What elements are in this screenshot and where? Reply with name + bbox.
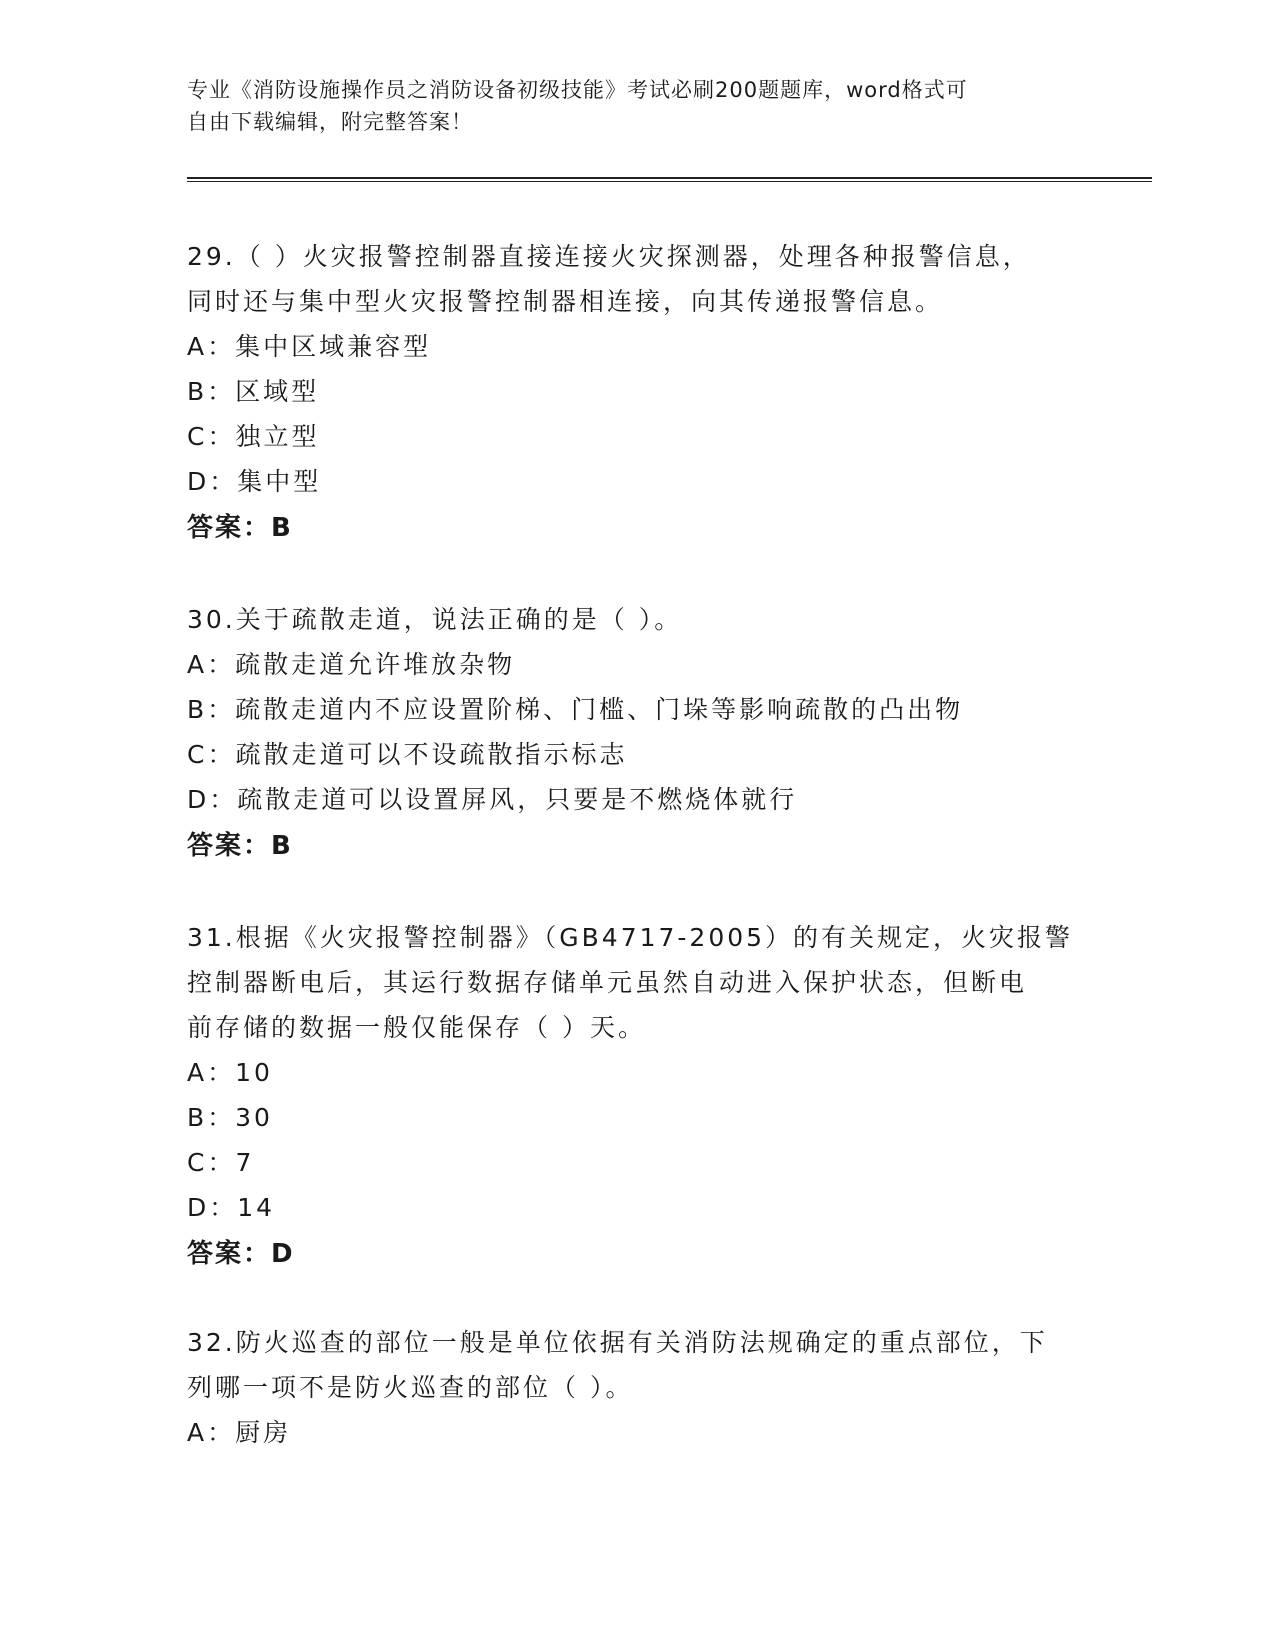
question-line: 控制器断电后，其运行数据存储单元虽然自动进入保护状态，但断电 xyxy=(187,968,1028,997)
question-31 xyxy=(187,915,1087,1278)
answer: 答案：D xyxy=(187,1239,295,1269)
option-b: B：疏散走道内不应设置阶梯、门槛、门垛等影响疏散的凸出物 xyxy=(187,695,964,724)
header-divider xyxy=(187,177,1152,179)
question-text xyxy=(187,234,1087,324)
option-a: A：集中区域兼容型 xyxy=(187,332,432,361)
document-header xyxy=(187,74,1067,138)
header-divider-thin xyxy=(187,181,1152,182)
question-text xyxy=(187,915,1087,1050)
question-text xyxy=(187,1320,1087,1410)
option-b: B：区域型 xyxy=(187,377,320,406)
question-text xyxy=(187,597,1087,642)
question-30 xyxy=(187,597,1087,870)
question-line: 32.防火巡查的部位一般是单位依据有关消防法规确定的重点部位，下 xyxy=(187,1328,1048,1357)
option-a: A：疏散走道允许堆放杂物 xyxy=(187,650,516,679)
option-a: A：10 xyxy=(187,1058,273,1087)
answer: 答案：B xyxy=(187,831,293,861)
option-d: D：集中型 xyxy=(187,467,322,496)
option-a: A：厨房 xyxy=(187,1418,292,1447)
question-line: 29.（ ）火灾报警控制器直接连接火灾探测器，处理各种报警信息， xyxy=(187,242,1031,271)
question-32 xyxy=(187,1320,1087,1455)
option-c: C：独立型 xyxy=(187,422,320,451)
question-line: 30.关于疏散走道，说法正确的是（ ）。 xyxy=(187,605,683,634)
option-d: D：疏散走道可以设置屏风，只要是不燃烧体就行 xyxy=(187,785,798,814)
option-d: D：14 xyxy=(187,1193,276,1222)
option-b: B：30 xyxy=(187,1103,273,1132)
question-line: 31.根据《火灾报警控制器》（GB4717-2005）的有关规定，火灾报警 xyxy=(187,923,1074,952)
question-29 xyxy=(187,234,1087,552)
option-c: C：疏散走道可以不设疏散指示标志 xyxy=(187,740,628,769)
header-line-2: 自由下载编辑，附完整答案！ xyxy=(187,110,473,134)
header-line-1: 专业《消防设施操作员之消防设备初级技能》考试必刷200题题库，word格式可 xyxy=(187,78,968,102)
question-line: 列哪一项不是防火巡查的部位（ ）。 xyxy=(187,1373,634,1402)
question-line: 前存储的数据一般仅能保存（ ）天。 xyxy=(187,1013,646,1042)
option-c: C：7 xyxy=(187,1148,255,1177)
answer: 答案：B xyxy=(187,513,293,543)
question-line: 同时还与集中型火灾报警控制器相连接，向其传递报警信息。 xyxy=(187,287,944,316)
